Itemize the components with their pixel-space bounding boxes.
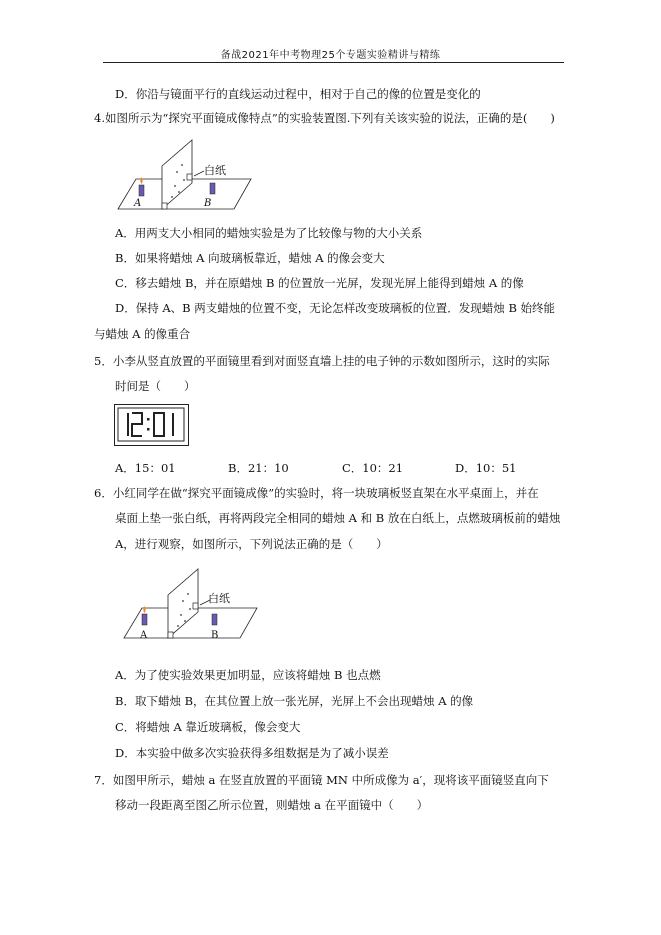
q4-stem: 4.如图所示为“探究平面镜成像特点”的实验装置图.下列有关该实验的说法，正确的是( )	[94, 111, 555, 125]
clock-reading	[115, 405, 118, 406]
clock-digits	[115, 405, 187, 445]
label-b: B	[204, 198, 212, 209]
q6-stem-line1: 6．小红同学在做“探究平面镜成像”的实验时，将一块玻璃板竖直架在水平桌面上，并在	[94, 486, 539, 500]
q5-option-a: A．15：01	[115, 461, 176, 475]
q4-option-d-line2: 与蜡烛 A 的像重合	[94, 327, 191, 341]
paper-label: 白纸	[204, 164, 226, 177]
q6-figure-mirror-setup	[122, 566, 258, 646]
q6-option-b: B．取下蜡烛 B，在其位置上放一张光屏，光屏上不会出现蜡烛 A 的像	[115, 694, 474, 708]
q6-stem-line2: 桌面上垫一张白纸，再将两段完全相同的蜡烛 A 和 B 放在白纸上，点燃玻璃板前的蜡烛	[115, 511, 561, 525]
candle-b	[210, 183, 215, 194]
q4-option-a: A．用两支大小相同的蜡烛实验是为了比较像与物的大小关系	[115, 226, 423, 240]
q5-option-b: B．21：10	[228, 461, 289, 475]
paper-label: 白纸	[208, 592, 230, 605]
candle-a	[142, 614, 147, 625]
flame-icon	[140, 177, 142, 184]
candle-b	[212, 614, 217, 625]
q4-figure-mirror-setup	[116, 137, 252, 217]
q4-option-c: C．移去蜡烛 B，并在原蜡烛 B 的位置放一光屏，发现光屏上能得到蜡烛 A 的像	[115, 276, 524, 290]
q4-option-b: B．如果将蜡烛 A 向玻璃板靠近，蜡烛 A 的像会变大	[115, 251, 385, 265]
q5-option-c: C．10：21	[342, 461, 404, 475]
digital-clock	[114, 404, 189, 446]
q3-option-d: D．你沿与镜面平行的直线运动过程中，相对于自己的像的位置是变化的	[115, 87, 481, 101]
q7-stem-line2: 移动一段距离至图乙所示位置，则蜡烛 a 在平面镜中（ ）	[115, 798, 429, 812]
q6-option-a: A．为了使实验效果更加明显，应该将蜡烛 B 也点燃	[115, 668, 381, 682]
q5-stem-line2: 时间是（ ）	[115, 379, 196, 393]
label-b: B	[211, 630, 219, 641]
q5-option-d: D．10：51	[455, 461, 517, 475]
header-divider	[103, 62, 564, 63]
flame-icon	[143, 606, 145, 613]
label-a: A	[140, 630, 148, 641]
q7-stem-line1: 7．如图甲所示，蜡烛 a 在竖直放置的平面镜 MN 中所成像为 a′，现将该平面镜竖直向下	[94, 773, 549, 787]
q4-option-d-line1: D．保持 A、B 两支蜡烛的位置不变，无论怎样改变玻璃板的位置．发现蜡烛 B 始终能	[115, 301, 556, 315]
candle-a	[139, 185, 144, 196]
label-a: A	[134, 198, 142, 209]
q6-option-d: D．本实验中做多次实验获得多组数据是为了减小误差	[115, 746, 389, 760]
q6-stem-line3: A，进行观察，如图所示，下列说法正确的是（ ）	[115, 537, 388, 551]
page-header: 备战2021年中考物理25个专题实验精讲与精练	[220, 50, 441, 61]
q6-option-c: C．将蜡烛 A 靠近玻璃板，像会变大	[115, 720, 301, 734]
q5-stem-line1: 5．小李从竖直放置的平面镜里看到对面竖直墙上挂的电子钟的示数如图所示，这时的实际	[94, 354, 550, 368]
